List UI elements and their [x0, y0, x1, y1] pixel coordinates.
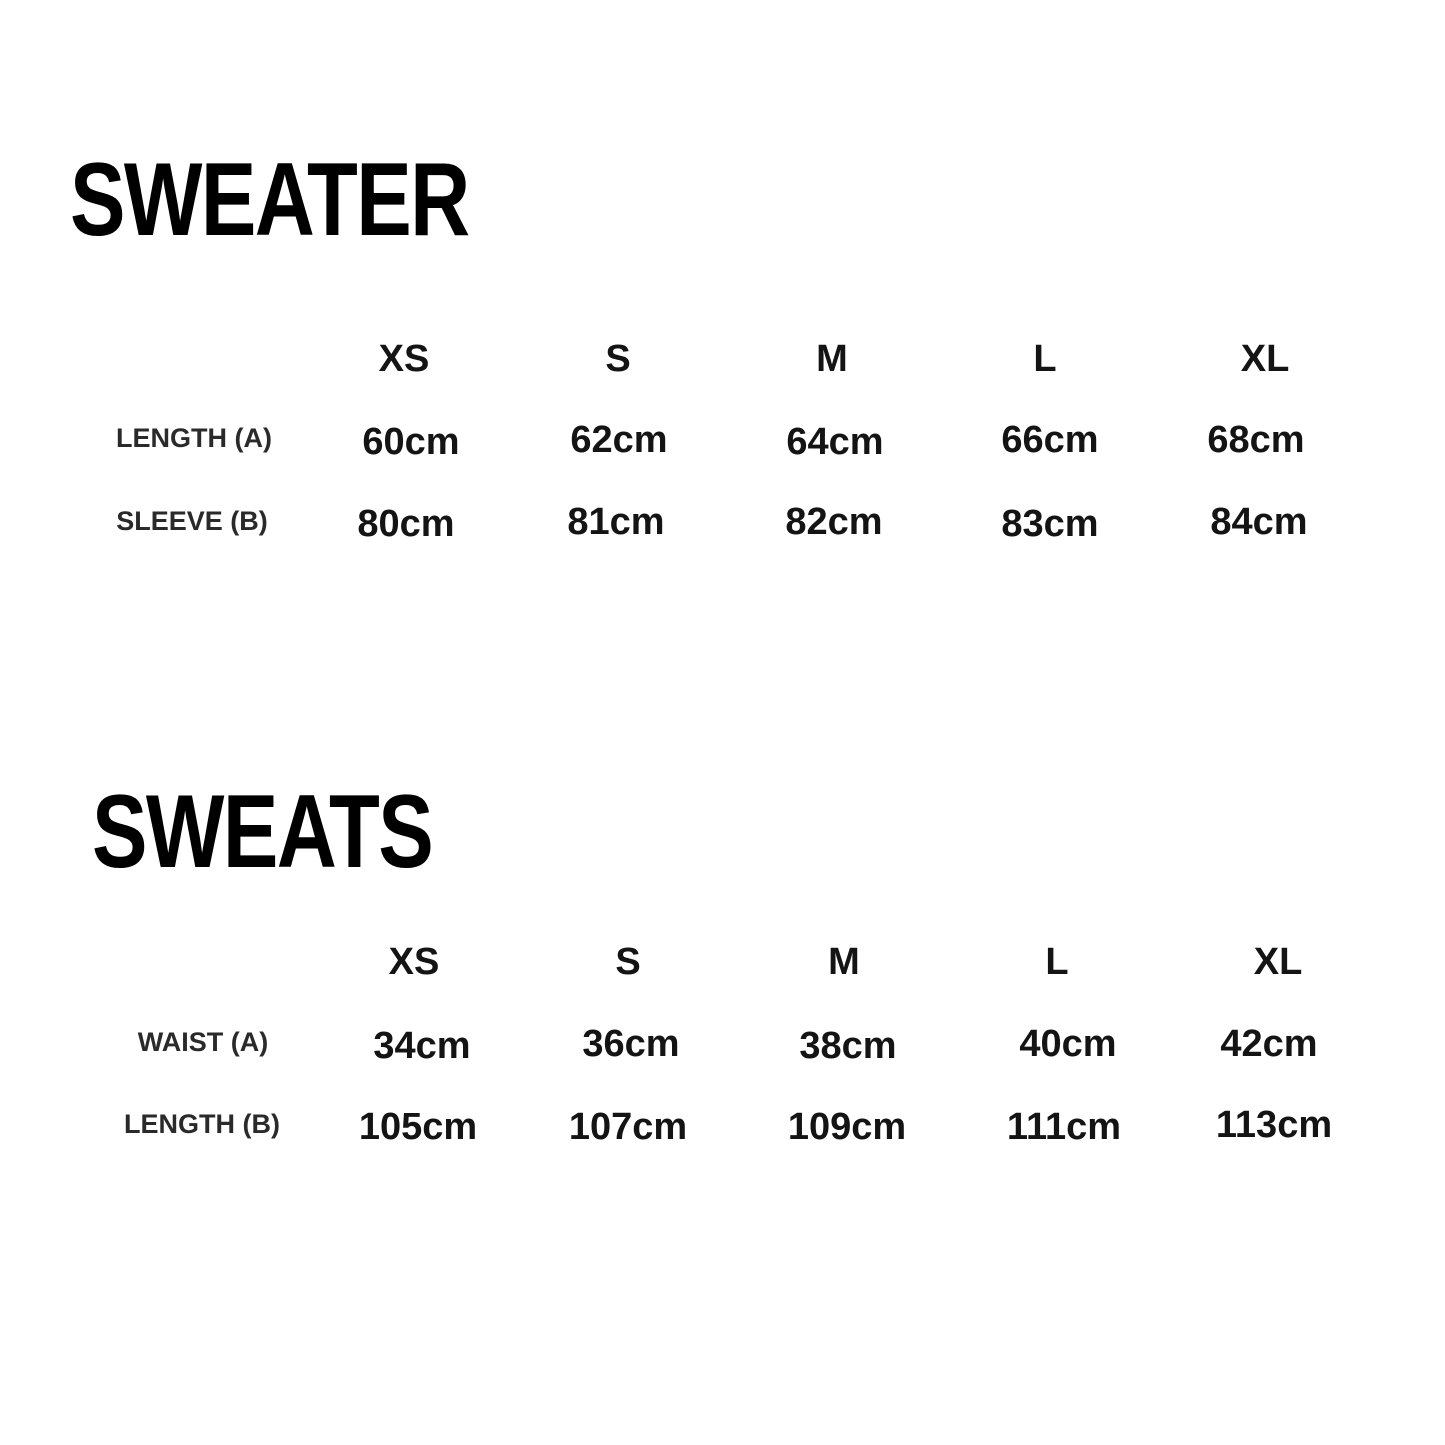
sweats-waist-xs: 34cm	[373, 1025, 471, 1067]
sweater-section-title: SWEATER	[70, 142, 469, 258]
sweats-length-xs: 105cm	[358, 1106, 478, 1148]
sweats-row-label-length: LENGTH (B)	[124, 1109, 280, 1139]
sweater-length-s: 62cm	[570, 419, 668, 461]
sweats-waist-l: 40cm	[1019, 1023, 1117, 1065]
sweater-sleeve-l: 83cm	[1001, 503, 1099, 545]
sweater-row-label-sleeve: SLEEVE (B)	[116, 506, 268, 536]
sweats-length-l: 111cm	[1006, 1106, 1122, 1148]
sweats-row-label-waist: WAIST (A)	[137, 1027, 269, 1057]
sweats-section-title: SWEATS	[92, 774, 433, 890]
sweater-length-m: 64cm	[786, 421, 884, 463]
sweater-length-xs: 60cm	[362, 421, 460, 463]
sweater-length-l: 66cm	[1001, 419, 1099, 461]
sweats-size-header-m: M	[828, 941, 860, 983]
sweats-length-m: 109cm	[787, 1106, 907, 1148]
sweats-size-header-l: L	[1045, 941, 1069, 983]
sweater-size-header-l: L	[1033, 338, 1057, 380]
sweater-size-header-xl: XL	[1240, 338, 1290, 380]
sweater-sleeve-m: 82cm	[785, 501, 883, 543]
sweater-row-label-length: LENGTH (A)	[116, 423, 272, 453]
sweater-size-header-xs: XS	[378, 338, 430, 380]
sweater-sleeve-xs: 80cm	[357, 503, 455, 545]
sweats-length-xl: 113cm	[1215, 1104, 1333, 1146]
sweats-length-s: 107cm	[568, 1106, 688, 1148]
sweats-size-header-s: S	[615, 941, 641, 983]
sweater-size-header-s: S	[605, 338, 631, 380]
sweater-length-xl: 68cm	[1207, 419, 1305, 461]
sweats-size-header-xl: XL	[1253, 941, 1303, 983]
sweats-waist-s: 36cm	[582, 1023, 680, 1065]
sweats-size-header-xs: XS	[388, 941, 440, 983]
sweats-waist-xl: 42cm	[1220, 1023, 1318, 1065]
sweater-sleeve-xl: 84cm	[1210, 501, 1308, 543]
sweater-sleeve-s: 81cm	[567, 501, 665, 543]
sweats-waist-m: 38cm	[799, 1025, 897, 1067]
sweater-size-header-m: M	[816, 338, 848, 380]
